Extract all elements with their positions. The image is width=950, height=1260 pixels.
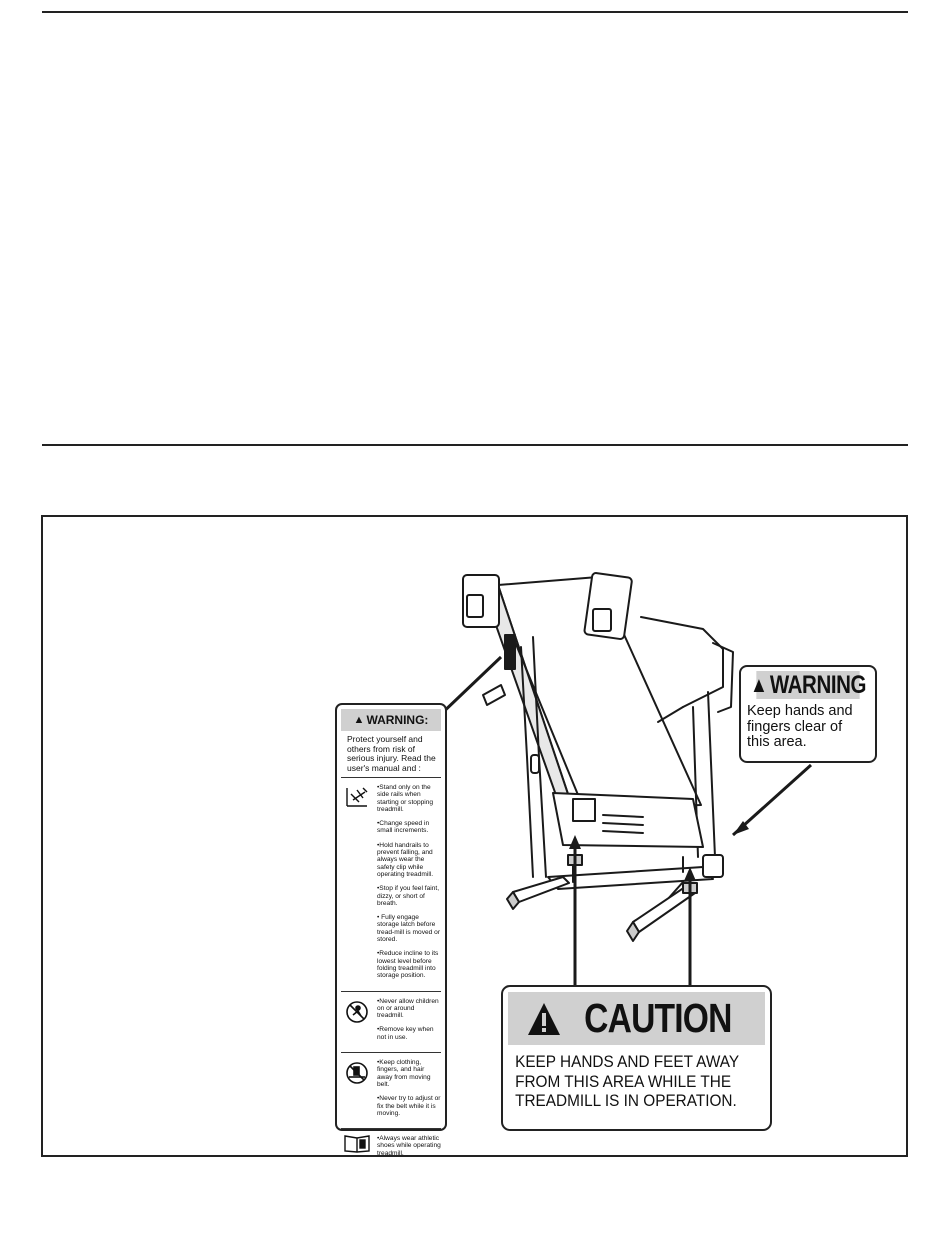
hands-warning-line: this area.: [747, 734, 807, 750]
figure-box: [41, 515, 908, 1157]
alert-triangle-icon: ▲: [749, 672, 768, 697]
hands-warning-text: [741, 699, 875, 751]
caution-label: [501, 985, 772, 1131]
caution-line: TREADMILL IS IN OPERATION.: [515, 1092, 737, 1110]
alert-triangle-icon: ▲: [353, 714, 365, 726]
alert-triangle-icon: [526, 1001, 562, 1037]
warning-section-belt: [341, 1053, 441, 1129]
no-children-icon: [345, 1000, 369, 1024]
safety-warning-label: [335, 703, 447, 1157]
warning-item: •Always wear athletic shoes while operating treadmill.: [377, 1135, 441, 1157]
warning-item: •Stand only on the side rails when starting or stopping treadmill.: [377, 784, 434, 813]
warning-item: •Keep clothing, fingers, and hair away from moving belt.: [377, 1059, 431, 1088]
top-rule: [42, 11, 908, 13]
warning-section-shoes: [341, 1129, 441, 1168]
caution-text: [503, 1045, 751, 1112]
caution-header: [508, 992, 765, 1045]
warning-item: •Never try to adjust or fix the belt while it is moving.: [377, 1095, 441, 1117]
hands-warning-title: WARNING: [769, 670, 867, 699]
hand-belt-icon: [345, 1061, 369, 1085]
warning-section-children: [341, 992, 441, 1053]
warning-item: •Change speed in small increments.: [377, 820, 430, 835]
warning-item: •Stop if you feel faint, dizzy, or short of breath.: [377, 885, 440, 907]
caution-title: CAUTION: [583, 995, 732, 1041]
step-on-rails-icon: [345, 786, 369, 808]
hands-warning-line: Keep hands and: [747, 703, 853, 719]
hands-warning-header: [749, 670, 867, 699]
warning-label-intro: Protect yourself and others from risk of serious injury. Read the user's manual and :: [341, 731, 441, 778]
warning-item: • Fully engage storage latch before tread-mill is moved or stored.: [377, 914, 441, 944]
warning-label-header: [341, 709, 441, 731]
hands-warning-line: fingers clear of: [747, 718, 843, 735]
warning-item: •Remove key when not in use.: [377, 1026, 434, 1041]
caution-line: FROM THIS AREA WHILE THE: [515, 1072, 732, 1091]
warning-label-title: WARNING:: [366, 713, 429, 727]
warning-item: •Never allow children on or around treadmill.: [377, 997, 439, 1020]
manual-book-icon: [343, 1133, 371, 1153]
hands-warning-label: [739, 665, 877, 763]
warning-item: •Hold handrails to prevent falling, and always wear the safety clip while operating treadmill.: [377, 841, 434, 878]
middle-rule: [42, 444, 908, 446]
treadmill-illustration: [43, 517, 906, 1155]
warning-item: •Reduce incline to its lowest level before folding treadmill into storage position.: [377, 950, 439, 980]
caution-line: KEEP HANDS AND FEET AWAY: [515, 1053, 740, 1071]
warning-section-operation: [341, 778, 441, 992]
